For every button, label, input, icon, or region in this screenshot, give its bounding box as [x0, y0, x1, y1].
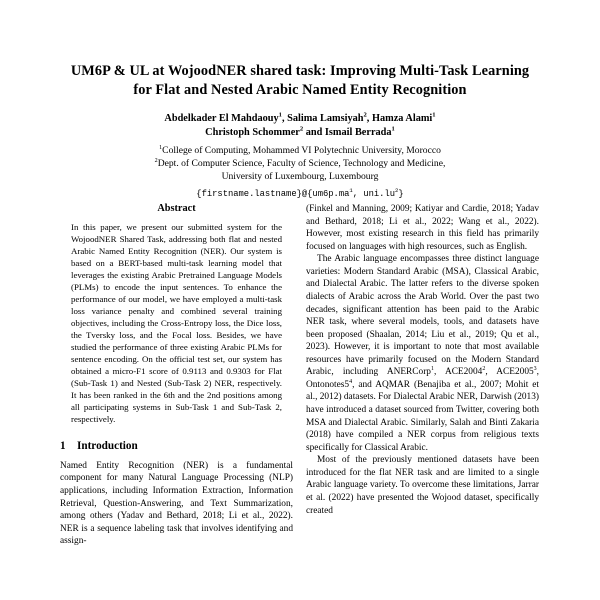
author-line-1 — [58, 112, 542, 127]
introduction-paragraph-3: Most of the previously mentioned datasets have been introduced for the flat NER task and are limited to a single Arabic language variety. To overcome these limitations, Jarrar et al. (2022) have presented the Wojood dataset, specifically created — [306, 455, 539, 516]
author-name: Salima Lamsiyah — [287, 112, 364, 124]
section-number: 1 — [60, 440, 66, 453]
title-line-2: for Flat and Nested Arabic Named Entity Recognition — [133, 81, 467, 98]
paragraph-text-part: The Arabic language encompasses three distinct language varieties: Modern Standard Arabic (MSA), Classical Arabic, and Dialectal Arabic. The latter refers to the diverse spoken dialects of Arabic across the Arab World. Over the past two decades, significant attention has been paid to the Arabic NER task, where several models, tools, and datasets have been proposed (Shaalan, 2014; Liu et al., 2019; Qu et al., 2023). However, it is important to note that most available resources have primarily focused on the Modern Standard Arabic, including ANERCorp — [306, 254, 539, 378]
affiliation-1 — [58, 144, 542, 157]
author-emails — [58, 186, 542, 200]
page-title — [58, 62, 542, 100]
affiliation-2 — [58, 157, 542, 170]
title-line-1: UM6P & UL at WojoodNER shared task: Improving Multi-Task Learning — [70, 63, 530, 79]
abstract-text: In this paper, we present our submitted system for the WojoodNER Shared Task, addressing both flat and nested Arabic Named Entity Recognition (NER). Our system is based on a BERT-based multi-task learning model that leverages the existing Arabic Pretrained Language Models (PLMs) to encode the input sentences. To enhance the performance of our model, we have employed a multi-task loss variance penalty and combined several training objectives, including the Cross-Entropy loss, the Dice loss, the Tversky loss, and the Focal loss. Besides, we have studied the performance of three existing Arabic PLMs for sentence encoding. On the official test set, our system has obtained a micro-F1 score of 0.9113 and 0.9303 for Flat (Sub-Task 1) and Nested (Sub-Task 2) NER, respectively. It has been ranked in the 6th and the 2nd positions among all participating systems in Sub-Task 1 and Sub-Task 2, respectively. — [71, 222, 282, 424]
dataset-separator: , ACE2005 — [485, 367, 534, 378]
affiliation-marker: 1 — [159, 144, 163, 151]
affiliation-text: College of Computing, Mohammed VI Polytechnic University, Morocco — [162, 144, 441, 156]
introduction-paragraph-1: Named Entity Recognition (NER) is a fundamental component for many Natural Language Processing (NLP) applications, including Information Extraction, Information Retrieval, Question-Answering, and Text Summarization, among others (Yadav and Bethard, 2018; Li et al., 2022). NER is a sequence labeling task that involves identifying and assign- — [60, 460, 293, 547]
author-name: Ismail Berrada — [324, 127, 392, 139]
body-columns — [0, 203, 600, 600]
author-line-2 — [58, 126, 542, 141]
dataset-separator: , Ontonotes5 — [306, 367, 539, 390]
affiliation-marker: 2 — [154, 157, 158, 164]
affiliation-text: Dept. of Computer Science, Faculty of Science, Technology and Medicine, — [157, 158, 446, 170]
author-affiliation-marker: 1 — [278, 111, 282, 119]
footnote-marker-3: 3 — [533, 366, 537, 373]
author-separator: , — [366, 112, 372, 124]
paragraph-text-part: , and AQMAR (Benajiba et al., 2007; Mohit et al., 2012) datasets. For Dialectal Arabic NER, Darwish (2013) have introduced a dataset sourced from Twitter, covering both MSA and Dialectal Arabic. Similarly, Salah and Binti Zakaria (2018) have compiled a NER corpus from religious texts specifically for Classical Arabic. — [306, 379, 539, 453]
right-column — [306, 203, 539, 600]
footnote-marker-1: 1 — [430, 366, 434, 373]
author-separator: and — [303, 127, 325, 139]
section-heading-introduction — [60, 440, 293, 453]
author-affiliation-marker: 1 — [432, 111, 436, 119]
introduction-paragraph-2 — [306, 253, 539, 454]
author-separator: , — [281, 112, 288, 124]
left-column — [60, 203, 293, 600]
abstract-heading: Abstract — [157, 203, 196, 214]
author-affiliation-marker: 1 — [391, 125, 395, 133]
author-list — [58, 112, 542, 141]
footnote-marker-2: 2 — [482, 366, 486, 373]
email-marker-1: 1 — [349, 186, 353, 194]
affiliation-list — [58, 144, 542, 184]
author-name: Hamza Alami — [371, 112, 433, 124]
author-affiliation-marker: 2 — [363, 111, 367, 119]
author-name: Christoph Schommer — [205, 127, 300, 139]
affiliation-2-continued — [58, 170, 542, 183]
section-title: Introduction — [77, 440, 138, 453]
footnote-marker-4: 4 — [349, 378, 353, 385]
dataset-separator: , ACE2004 — [433, 367, 483, 378]
affiliation-text: University of Luxembourg, Luxembourg — [221, 171, 379, 183]
title-block — [0, 0, 600, 200]
author-name: Abdelkader El Mahdaouy — [164, 112, 279, 124]
email-marker-2: 2 — [395, 186, 399, 194]
email-prefix: {firstname.lastname}@{um6p.ma — [196, 188, 350, 199]
introduction-paragraph-1-continued: (Finkel and Manning, 2009; Katiyar and Cardie, 2018; Yadav and Bethard, 2018; Li et al., 2022; Wang et al., 2022). However, most existing research in this field has primarily focused on languages with high resources, such as English. — [306, 204, 539, 252]
author-affiliation-marker: 2 — [299, 125, 304, 133]
email-suffix: } — [398, 188, 404, 199]
email-middle: , uni.lu — [352, 188, 396, 199]
